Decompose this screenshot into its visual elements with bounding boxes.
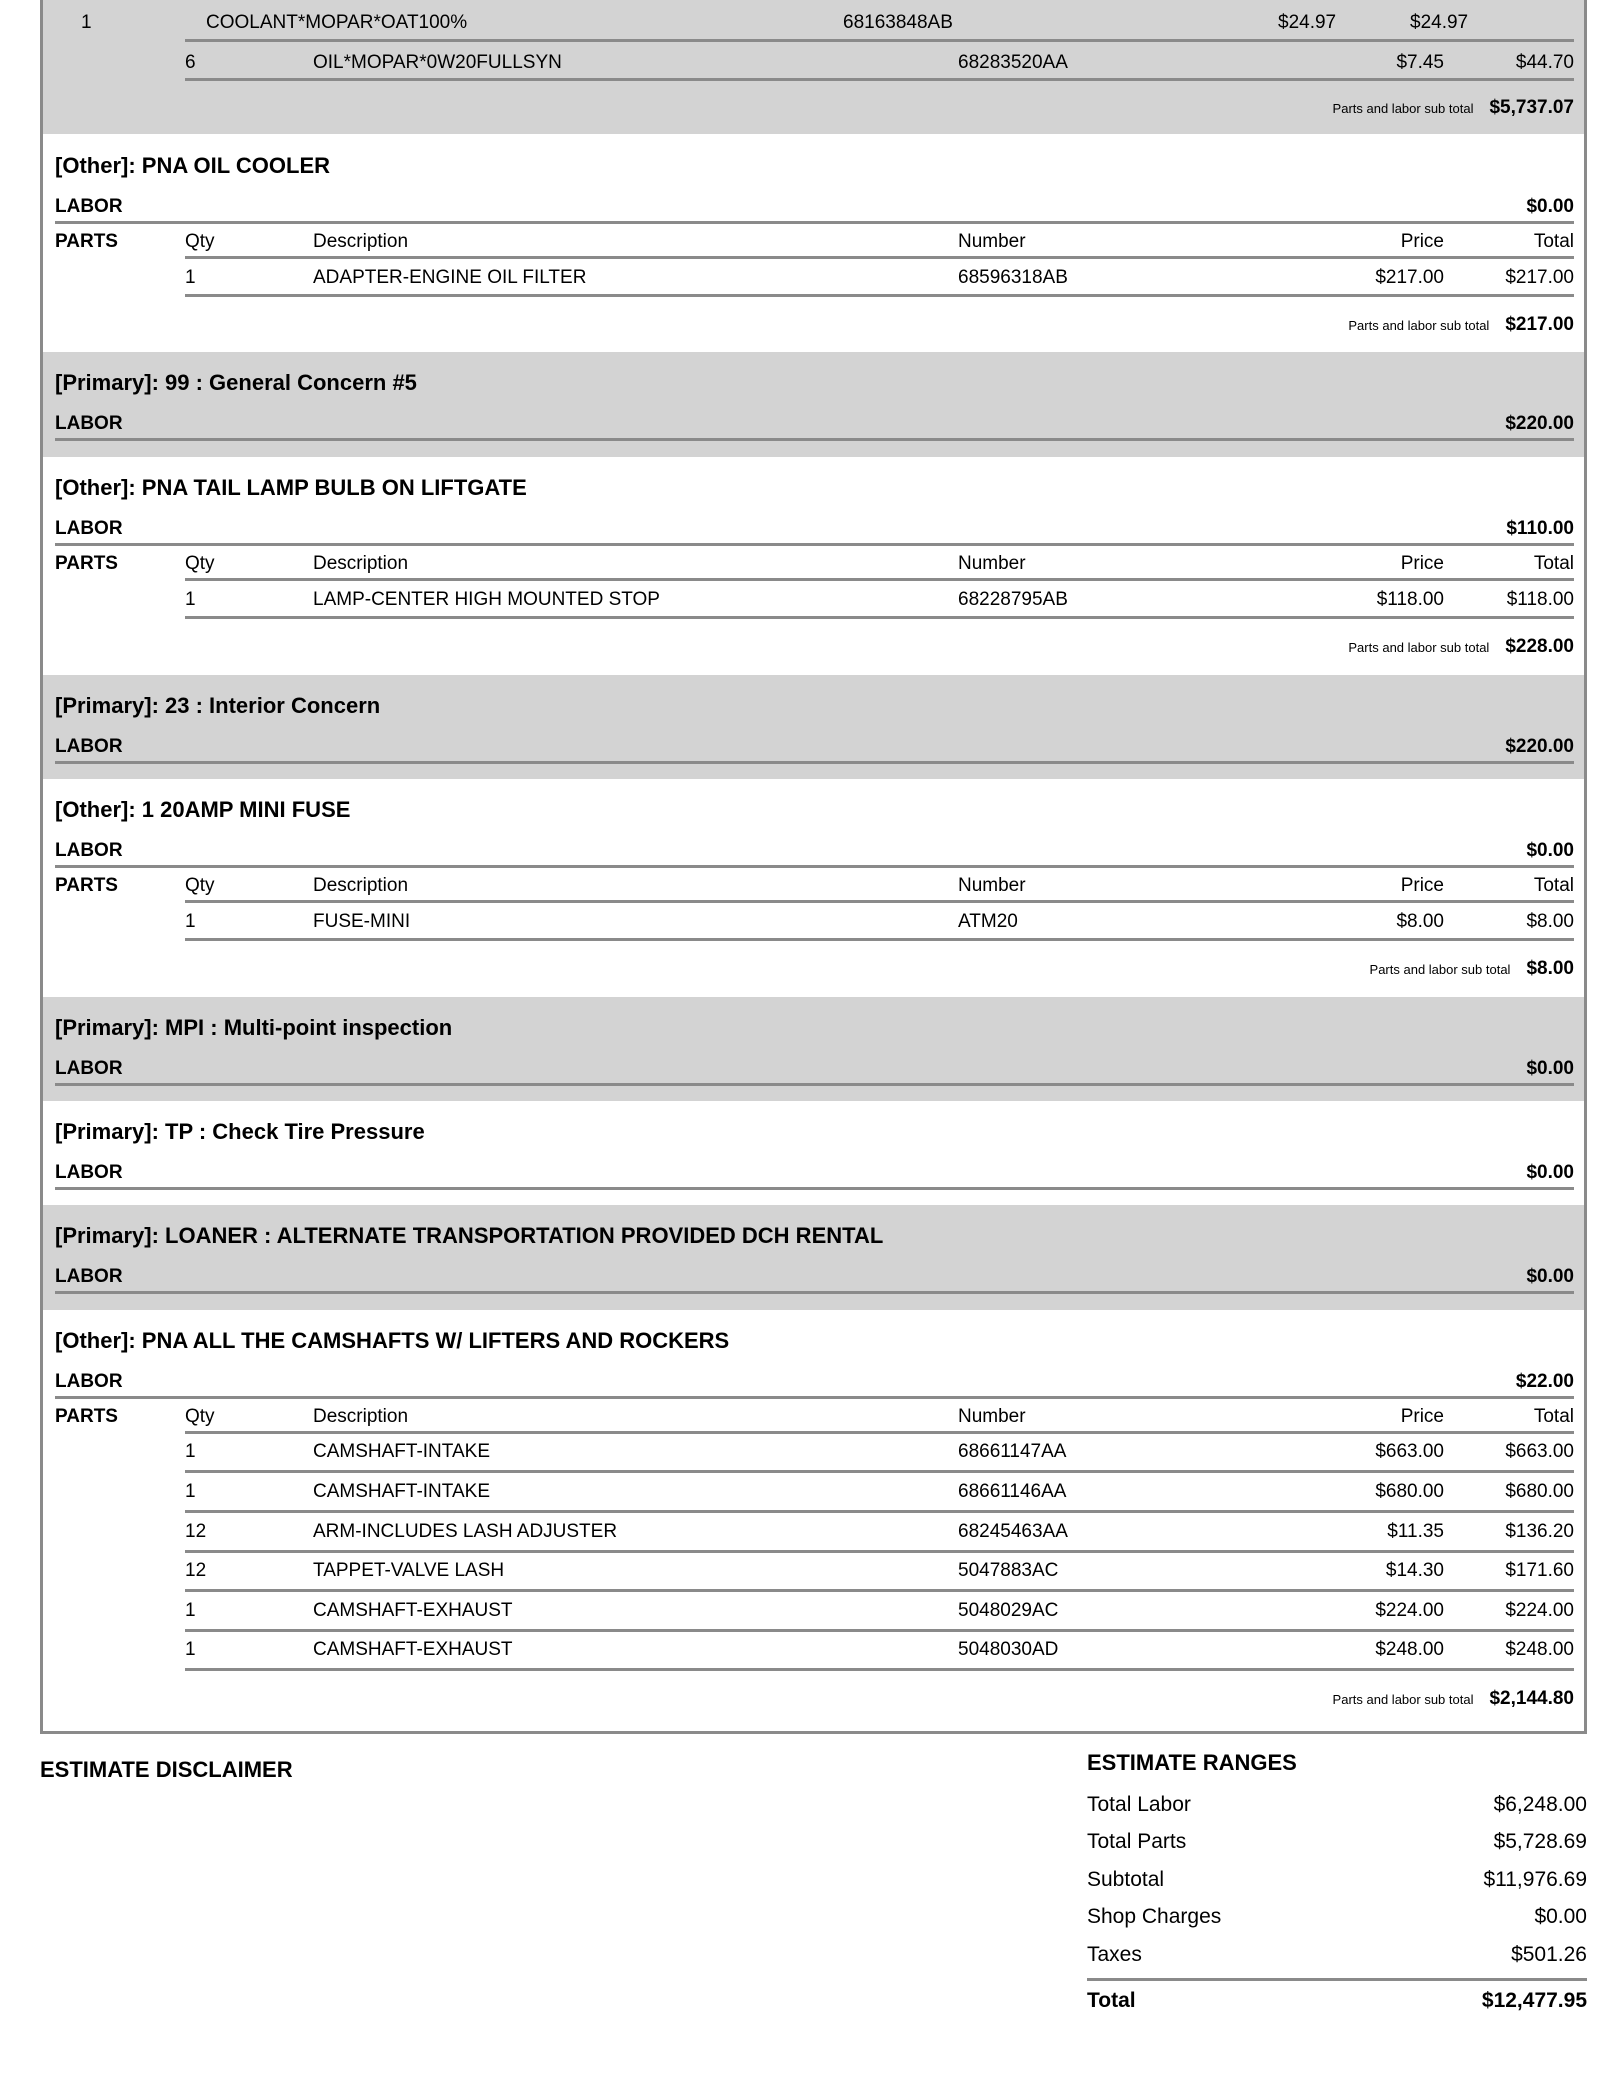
part-description: OIL*MOPAR*0W20FULLSYN [313,52,562,73]
range-value: $0.00 [1534,1905,1587,1929]
part-number: 68163848AB [843,12,953,33]
part-qty: 6 [185,52,196,73]
section-divider [55,1187,1574,1190]
subtotal-value: $8.00 [1526,958,1574,979]
part-number: 68661146AA [958,1481,1067,1502]
part-description: CAMSHAFT-EXHAUST [313,1639,513,1660]
part-price: $14.30 [1385,1560,1444,1581]
subtotal-label: Parts and labor sub total [1348,640,1490,655]
part-qty: 1 [185,1600,196,1621]
part-qty: 12 [185,1521,207,1542]
part-total: $118.00 [1506,589,1574,610]
col-header-price: Price [1400,875,1444,896]
job-title: [Other]: PNA TAIL LAMP BULB ON LIFTGATE [55,475,527,500]
part-total: $224.00 [1505,1600,1574,1621]
part-number: ATM20 [958,911,1018,932]
job-section [43,457,1584,675]
range-row-taxes [1087,1936,1587,1974]
col-header-qty: Qty [185,875,215,896]
part-price: $663.00 [1375,1441,1444,1462]
parts-label: PARTS [55,875,118,896]
range-value: $6,248.00 [1493,1792,1587,1816]
row-divider [185,578,1574,581]
section-divider [55,1083,1574,1086]
labor-label: LABOR [55,840,123,861]
part-total: $663.00 [1505,1441,1574,1462]
col-header-price: Price [1400,231,1444,252]
col-header-total: Total [1533,231,1574,252]
range-value: $5,728.69 [1493,1830,1587,1854]
part-qty: 1 [185,1639,196,1660]
col-header-total: Total [1533,553,1574,574]
part-total: $24.97 [1410,12,1469,33]
part-qty: 1 [81,12,92,33]
parts-labor-subtotal [1348,636,1574,658]
range-value: $11,976.69 [1483,1867,1587,1891]
range-label: Subtotal [1087,1867,1165,1891]
row-divider [185,1470,1574,1473]
col-header-qty: Qty [185,1406,215,1427]
section-divider [55,221,1574,224]
part-price: $11.35 [1387,1521,1444,1542]
job-title: [Primary]: 99 : General Concern #5 [55,370,417,395]
col-header-number: Number [958,231,1026,252]
parts-labor-subtotal [1370,958,1574,980]
col-header-total: Total [1533,1406,1574,1427]
job-title: [Primary]: 23 : Interior Concern [55,693,381,718]
totals-divider [1087,1978,1587,1981]
job-section [43,1205,1584,1310]
row-divider [185,1589,1574,1592]
job-section [43,352,1584,457]
job-section [43,675,1584,779]
part-qty: 1 [185,267,196,288]
part-number: 5047883AC [958,1560,1059,1581]
subtotal-value: $5,737.07 [1489,97,1574,118]
part-qty: 1 [185,1481,196,1502]
part-total: $171.60 [1505,1560,1574,1581]
range-row-total-labor [1087,1786,1587,1824]
job-section [43,1101,1584,1205]
col-header-qty: Qty [185,231,215,252]
col-header-description: Description [313,553,409,574]
part-description: TAPPET-VALVE LASH [313,1560,505,1581]
labor-amount: $0.00 [1526,196,1574,217]
range-row-shop-charges [1087,1899,1587,1937]
subtotal-label: Parts and labor sub total [1332,101,1474,116]
job-title: [Primary]: MPI : Multi-point inspection [55,1015,453,1040]
part-total: $44.70 [1515,52,1574,73]
range-row-total-parts [1087,1824,1587,1862]
labor-amount: $0.00 [1526,1162,1574,1183]
job-section [43,1310,1584,1731]
row-divider [185,1550,1574,1553]
part-description: CAMSHAFT-INTAKE [313,1441,490,1462]
subtotal-value: $228.00 [1505,636,1574,657]
row-divider [185,39,1574,42]
total-label: Total [1087,1988,1136,2012]
parts-labor-subtotal [1333,1688,1574,1710]
estimate-jobs-table [40,0,1587,1734]
col-header-number: Number [958,553,1026,574]
labor-amount: $220.00 [1505,736,1574,757]
part-total: $136.20 [1505,1521,1574,1542]
job-section [43,134,1584,352]
section-divider [55,1396,1574,1399]
part-price: $7.45 [1396,52,1444,73]
range-label: Shop Charges [1087,1905,1222,1929]
row-divider [185,294,1574,297]
part-total: $8.00 [1526,911,1574,932]
part-number: 68228795AB [958,589,1068,610]
labor-amount: $0.00 [1526,1058,1574,1079]
labor-label: LABOR [55,413,123,434]
job-title: [Other]: PNA ALL THE CAMSHAFTS W/ LIFTERS AND ROCKERS [55,1328,730,1353]
parts-label: PARTS [55,553,118,574]
row-divider [185,256,1574,259]
part-price: $248.00 [1375,1639,1444,1660]
range-row-total [1087,1989,1587,2013]
row-divider [185,1629,1574,1632]
parts-label: PARTS [55,1406,118,1427]
parts-labor-subtotal [1333,97,1574,119]
subtotal-label: Parts and labor sub total [1332,1692,1474,1707]
col-header-price: Price [1400,553,1444,574]
range-row-subtotal [1087,1861,1587,1899]
job-title: [Primary]: LOANER : ALTERNATE TRANSPORTATION PROVIDED DCH RENTAL [55,1223,884,1248]
part-total: $680.00 [1505,1481,1574,1502]
range-label: Taxes [1087,1942,1142,1966]
part-total: $217.00 [1505,267,1574,288]
job-title: [Primary]: TP : Check Tire Pressure [55,1119,425,1144]
labor-amount: $220.00 [1505,413,1574,434]
part-price: $217.00 [1375,267,1444,288]
job-title: [Other]: PNA OIL COOLER [55,153,330,178]
labor-label: LABOR [55,1371,123,1392]
job-section-partial [43,0,1584,134]
subtotal-value: $217.00 [1505,314,1574,335]
estimate-ranges [1087,1750,1587,2013]
row-divider [185,1668,1574,1671]
col-header-price: Price [1400,1406,1444,1427]
row-divider [185,616,1574,619]
section-divider [55,1291,1574,1294]
part-description: CAMSHAFT-INTAKE [313,1481,490,1502]
part-total: $248.00 [1505,1639,1574,1660]
subtotal-label: Parts and labor sub total [1369,962,1511,977]
part-description: ARM-INCLUDES LASH ADJUSTER [313,1521,618,1542]
labor-amount: $22.00 [1515,1371,1574,1392]
row-divider [185,900,1574,903]
row-divider [185,1431,1574,1434]
labor-label: LABOR [55,736,123,757]
part-qty: 1 [185,589,196,610]
subtotal-label: Parts and labor sub total [1348,318,1490,333]
part-price: $224.00 [1375,1600,1444,1621]
part-price: $8.00 [1396,911,1444,932]
labor-amount: $110.00 [1506,518,1574,539]
section-divider [55,865,1574,868]
job-section [43,997,1584,1101]
row-divider [185,938,1574,941]
range-label: Total Parts [1087,1830,1187,1854]
part-number: 5048030AD [958,1639,1059,1660]
part-number: 68596318AB [958,267,1068,288]
labor-amount: $0.00 [1526,1266,1574,1287]
job-section [43,779,1584,997]
row-divider [185,78,1574,81]
estimate-disclaimer-heading: ESTIMATE DISCLAIMER [40,1757,293,1782]
labor-label: LABOR [55,518,123,539]
section-divider [55,761,1574,764]
part-description: LAMP-CENTER HIGH MOUNTED STOP [313,589,660,610]
col-header-number: Number [958,875,1026,896]
part-number: 68661147AA [958,1441,1067,1462]
part-description: CAMSHAFT-EXHAUST [313,1600,513,1621]
part-price: $118.00 [1376,589,1444,610]
col-header-number: Number [958,1406,1026,1427]
col-header-qty: Qty [185,553,215,574]
range-label: Total Labor [1087,1792,1191,1816]
part-number: 68245463AA [958,1521,1068,1542]
labor-amount: $0.00 [1526,840,1574,861]
part-qty: 1 [185,911,196,932]
labor-label: LABOR [55,1058,123,1079]
subtotal-value: $2,144.80 [1489,1688,1574,1709]
section-divider [55,543,1574,546]
part-price: $680.00 [1375,1481,1444,1502]
part-number: 68283520AA [958,52,1068,73]
part-description: COOLANT*MOPAR*OAT100% [206,12,468,33]
part-price: $24.97 [1278,12,1337,33]
part-description: ADAPTER-ENGINE OIL FILTER [313,267,587,288]
labor-label: LABOR [55,196,123,217]
total-value: $12,477.95 [1481,1988,1587,2012]
labor-label: LABOR [55,1162,123,1183]
col-header-description: Description [313,1406,409,1427]
parts-labor-subtotal [1348,314,1574,336]
part-qty: 1 [185,1441,196,1462]
part-qty: 12 [185,1560,207,1581]
col-header-description: Description [313,231,409,252]
estimate-ranges-heading: ESTIMATE RANGES [1087,1750,1297,1775]
part-description: FUSE-MINI [313,911,411,932]
part-number: 5048029AC [958,1600,1059,1621]
range-value: $501.26 [1511,1942,1587,1966]
parts-label: PARTS [55,231,118,252]
job-title: [Other]: 1 20AMP MINI FUSE [55,797,351,822]
section-divider [55,438,1574,441]
labor-label: LABOR [55,1266,123,1287]
row-divider [185,1510,1574,1513]
col-header-description: Description [313,875,409,896]
col-header-total: Total [1533,875,1574,896]
